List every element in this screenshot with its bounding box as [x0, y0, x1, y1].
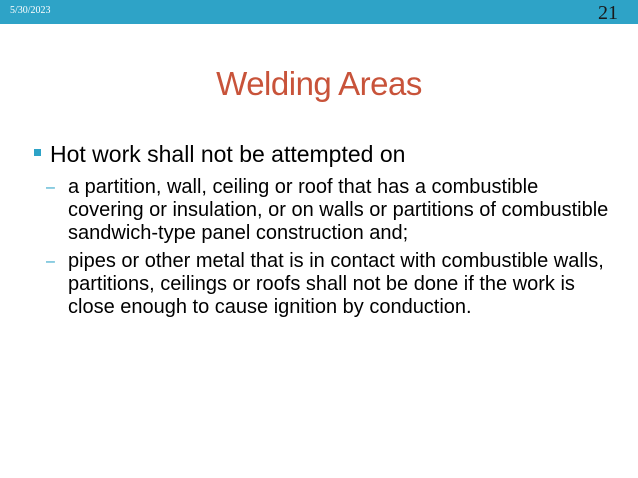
slide-number: 21	[598, 2, 618, 24]
bullet-text: Hot work shall not be attempted on	[50, 141, 406, 167]
sub-bullet-text: a partition, wall, ceiling or roof that has a combustible covering or insulation, or on walls or partitions of combustible sandwich-type panel construction and;	[68, 176, 609, 244]
slide-content	[34, 140, 614, 324]
slide-title: Welding Areas	[216, 65, 422, 102]
dash-bullet-icon: –	[46, 253, 55, 270]
header-bar	[0, 0, 638, 24]
bullet-item-level2	[46, 250, 614, 319]
square-bullet-icon	[34, 149, 41, 156]
dash-bullet-icon: –	[46, 179, 55, 196]
bullet-item-level2	[46, 176, 614, 245]
sub-bullet-text: pipes or other metal that is in contact with combustible walls, partitions, ceilings or roofs shall not be done if the work is close enough to cause ignition by conduction.	[68, 250, 604, 318]
bullet-item-level1	[34, 140, 614, 168]
slide-date: 5/30/2023	[10, 5, 51, 16]
